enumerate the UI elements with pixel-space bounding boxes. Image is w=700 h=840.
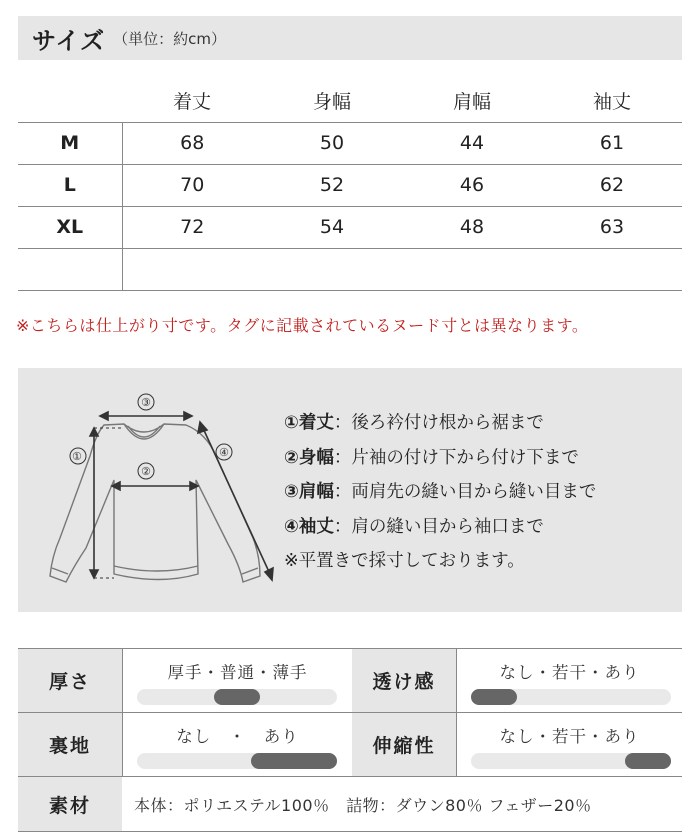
- thickness-label: 厚さ: [18, 649, 122, 712]
- table-cell: 70: [122, 164, 262, 206]
- table-cell: 72: [122, 206, 262, 248]
- size-label: XL: [18, 206, 122, 248]
- material-row: [18, 648, 682, 712]
- col-header-width: 身幅: [262, 80, 402, 122]
- stretch-options: なし・若干・あり: [499, 727, 640, 746]
- mark-2: ②: [141, 465, 151, 478]
- size-header: [18, 16, 682, 60]
- table-cell: 44: [402, 122, 542, 164]
- lining-indicator: [251, 753, 337, 769]
- page-title: サイズ: [32, 26, 106, 55]
- material-row: [18, 776, 682, 832]
- transparency-scale: [456, 649, 682, 712]
- table-row: [18, 122, 682, 164]
- table-header-row: [18, 80, 682, 122]
- table-cell-empty: [122, 248, 682, 290]
- col-header-shoulder: 肩幅: [402, 80, 542, 122]
- legend-item-length: ①着丈：後ろ衿付け根から裾まで: [284, 413, 544, 433]
- table-cell: 61: [542, 122, 682, 164]
- col-header-length: 着丈: [122, 80, 262, 122]
- transparency-options: なし・若干・あり: [499, 663, 640, 682]
- table-cell: 62: [542, 164, 682, 206]
- transparency-label: 透け感: [352, 649, 456, 712]
- table-cell: 68: [122, 122, 262, 164]
- table-cell: 50: [262, 122, 402, 164]
- material-table: [18, 648, 682, 832]
- size-label: M: [18, 122, 122, 164]
- measure-legend: [284, 406, 596, 579]
- table-cell: 63: [542, 206, 682, 248]
- fabric-composition: 本体：ポリエステル100％ 詰物：ダウン80％ フェザー20％: [134, 795, 592, 815]
- stretch-scale: [456, 713, 682, 776]
- legend-item-shoulder: ③肩幅：両肩先の縫い目から縫い目まで: [284, 482, 597, 502]
- lining-scale: [122, 713, 352, 776]
- thickness-options: 厚手・普通・薄手: [167, 663, 308, 682]
- measure-panel: [18, 368, 682, 612]
- measure-line-width: [112, 482, 198, 490]
- thickness-indicator: [214, 689, 260, 705]
- table-row-empty: [18, 248, 682, 290]
- size-label: L: [18, 164, 122, 206]
- unit-label: （単位：約cm）: [113, 29, 226, 48]
- stretch-indicator: [625, 753, 671, 769]
- lining-label: 裏地: [18, 713, 122, 776]
- legend-note: ※平置きで採寸しております。: [284, 551, 525, 571]
- stretch-label: 伸縮性: [352, 713, 456, 776]
- material-row: [18, 712, 682, 776]
- measure-line-length: [90, 428, 124, 578]
- shirt-diagram-icon: [28, 378, 286, 602]
- transparency-indicator: [471, 689, 517, 705]
- table-cell: 46: [402, 164, 542, 206]
- table-row: [18, 206, 682, 248]
- mark-4: ④: [219, 446, 229, 459]
- table-row: [18, 164, 682, 206]
- corner-cell: [18, 80, 122, 122]
- table-cell: 52: [262, 164, 402, 206]
- size-note: ※こちらは仕上がり寸です。タグに記載されているヌード寸とは異なります。: [16, 316, 589, 335]
- measure-line-shoulder: [100, 412, 192, 420]
- legend-item-width: ②身幅：片袖の付け下から付け下まで: [284, 447, 579, 468]
- table-cell: 48: [402, 206, 542, 248]
- fabric-label: 素材: [18, 777, 122, 831]
- mark-1: ①: [72, 450, 82, 463]
- legend-item-sleeve: ④袖丈：肩の縫い目から袖口まで: [284, 516, 544, 537]
- table-cell: 54: [262, 206, 402, 248]
- thickness-scale: [122, 649, 352, 712]
- lining-options: なし ・ あり: [176, 727, 299, 746]
- size-table: [18, 80, 682, 291]
- col-header-sleeve: 袖丈: [542, 80, 682, 122]
- measure-line-sleeve: [198, 422, 273, 580]
- size-label-empty: [18, 248, 122, 290]
- mark-3: ③: [141, 396, 151, 409]
